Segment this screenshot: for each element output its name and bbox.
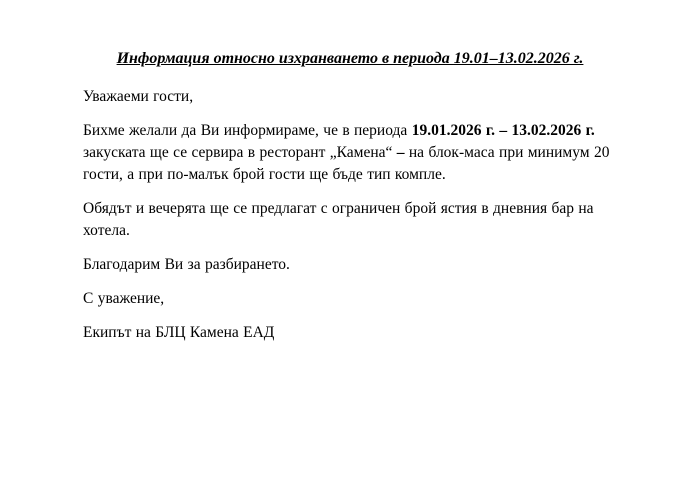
dash-bold: – [396,144,405,161]
thanks-line: Благодарим Ви за разбирането. [83,256,290,273]
closing-line: С уважение, [83,290,165,307]
paragraph-breakfast-middle: закуската ще се сервира в ресторант „Камена“ [83,144,397,161]
salutation: Уважаеми гости, [83,88,194,105]
notice-title: Информация относно изхранването в периода 19.01–13.02.2026 г. [116,50,584,67]
date-range-bold: 19.01.2026 г. – 13.02.2026 г. [411,122,595,139]
signature-line: Екипът на БЛЦ Камена ЕАД [83,324,275,341]
document-content [83,48,617,356]
paragraph-lunch-dinner: Обядът и вечерята ще се предлагат с ограничен брой ястия в дневния бар на хотела. [83,200,594,239]
paragraph-breakfast-intro: Бихме желали да Ви информираме, че в периода [83,122,412,139]
paragraph-breakfast [83,120,617,186]
paragraph-breakfast-end: на блок-маса при минимум 20 гости, а при по-малък брой гости ще бъде тип компле. [83,144,610,183]
